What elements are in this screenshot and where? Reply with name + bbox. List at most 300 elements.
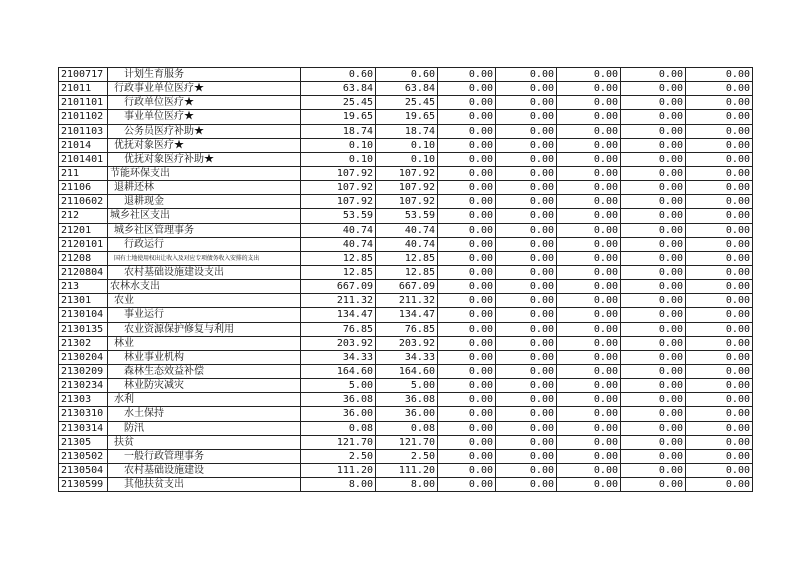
table-row bbox=[59, 138, 753, 152]
amount-cell: 0.00 bbox=[496, 435, 557, 449]
amount-cell: 134.47 bbox=[301, 308, 376, 322]
table-row bbox=[59, 82, 753, 96]
table-row bbox=[59, 336, 753, 350]
amount-cell: 2.50 bbox=[301, 449, 376, 463]
amount-cell: 0.00 bbox=[621, 407, 686, 421]
table-row bbox=[59, 195, 753, 209]
amount-cell: 0.00 bbox=[438, 96, 496, 110]
amount-cell: 34.33 bbox=[376, 350, 438, 364]
table-row bbox=[59, 110, 753, 124]
amount-cell: 0.00 bbox=[686, 393, 753, 407]
amount-cell: 0.00 bbox=[686, 82, 753, 96]
amount-cell: 0.00 bbox=[621, 237, 686, 251]
subject-name-cell: 公务员医疗补助★ bbox=[108, 124, 301, 138]
amount-cell: 0.00 bbox=[621, 478, 686, 492]
amount-cell: 40.74 bbox=[376, 223, 438, 237]
amount-cell: 134.47 bbox=[376, 308, 438, 322]
amount-cell: 164.60 bbox=[301, 364, 376, 378]
amount-cell: 0.00 bbox=[496, 82, 557, 96]
subject-name-cell: 计划生育服务 bbox=[108, 68, 301, 82]
subject-name-cell: 林业防灾减灾 bbox=[108, 379, 301, 393]
amount-cell: 0.00 bbox=[557, 308, 621, 322]
amount-cell: 0.00 bbox=[686, 449, 753, 463]
subject-code-cell: 2101101 bbox=[59, 96, 108, 110]
amount-cell: 0.00 bbox=[686, 308, 753, 322]
amount-cell: 0.10 bbox=[301, 138, 376, 152]
amount-cell: 0.00 bbox=[686, 68, 753, 82]
amount-cell: 0.00 bbox=[557, 68, 621, 82]
amount-cell: 0.00 bbox=[496, 195, 557, 209]
amount-cell: 0.00 bbox=[621, 336, 686, 350]
subject-code-cell: 2130504 bbox=[59, 463, 108, 477]
amount-cell: 0.00 bbox=[557, 251, 621, 265]
amount-cell: 53.59 bbox=[301, 209, 376, 223]
table-row bbox=[59, 322, 753, 336]
amount-cell: 0.00 bbox=[557, 166, 621, 180]
amount-cell: 0.00 bbox=[686, 166, 753, 180]
amount-cell: 121.70 bbox=[301, 435, 376, 449]
amount-cell: 0.00 bbox=[496, 265, 557, 279]
subject-code-cell: 2120101 bbox=[59, 237, 108, 251]
amount-cell: 0.00 bbox=[557, 82, 621, 96]
subject-name-cell: 农村基础设施建设 bbox=[108, 463, 301, 477]
amount-cell: 0.00 bbox=[621, 294, 686, 308]
amount-cell: 19.65 bbox=[376, 110, 438, 124]
amount-cell: 0.00 bbox=[557, 364, 621, 378]
amount-cell: 107.92 bbox=[301, 181, 376, 195]
amount-cell: 0.00 bbox=[496, 421, 557, 435]
amount-cell: 0.00 bbox=[621, 82, 686, 96]
amount-cell: 5.00 bbox=[376, 379, 438, 393]
amount-cell: 0.00 bbox=[496, 209, 557, 223]
table-row bbox=[59, 393, 753, 407]
subject-name-cell: 扶贫 bbox=[108, 435, 301, 449]
subject-code-cell: 21302 bbox=[59, 336, 108, 350]
table-row bbox=[59, 96, 753, 110]
amount-cell: 0.00 bbox=[557, 124, 621, 138]
amount-cell: 0.00 bbox=[686, 421, 753, 435]
table-row bbox=[59, 251, 753, 265]
amount-cell: 0.00 bbox=[557, 421, 621, 435]
amount-cell: 0.00 bbox=[686, 379, 753, 393]
amount-cell: 18.74 bbox=[376, 124, 438, 138]
subject-name-cell: 防汛 bbox=[108, 421, 301, 435]
amount-cell: 0.60 bbox=[301, 68, 376, 82]
amount-cell: 107.92 bbox=[376, 195, 438, 209]
subject-code-cell: 21208 bbox=[59, 251, 108, 265]
amount-cell: 0.00 bbox=[496, 68, 557, 82]
amount-cell: 0.00 bbox=[557, 478, 621, 492]
amount-cell: 0.00 bbox=[438, 82, 496, 96]
amount-cell: 0.00 bbox=[438, 195, 496, 209]
amount-cell: 8.00 bbox=[301, 478, 376, 492]
amount-cell: 0.00 bbox=[496, 181, 557, 195]
amount-cell: 0.00 bbox=[621, 152, 686, 166]
amount-cell: 0.00 bbox=[557, 379, 621, 393]
amount-cell: 0.00 bbox=[557, 449, 621, 463]
amount-cell: 0.00 bbox=[557, 463, 621, 477]
subject-name-cell: 节能环保支出 bbox=[108, 166, 301, 180]
amount-cell: 0.00 bbox=[621, 96, 686, 110]
subject-code-cell: 2130502 bbox=[59, 449, 108, 463]
amount-cell: 111.20 bbox=[376, 463, 438, 477]
amount-cell: 0.00 bbox=[496, 350, 557, 364]
amount-cell: 0.00 bbox=[621, 308, 686, 322]
amount-cell: 0.00 bbox=[686, 435, 753, 449]
subject-name-cell: 退耕现金 bbox=[108, 195, 301, 209]
amount-cell: 36.08 bbox=[376, 393, 438, 407]
amount-cell: 0.00 bbox=[438, 152, 496, 166]
subject-name-cell: 事业运行 bbox=[108, 308, 301, 322]
amount-cell: 0.00 bbox=[496, 393, 557, 407]
subject-name-cell: 事业单位医疗★ bbox=[108, 110, 301, 124]
amount-cell: 0.00 bbox=[686, 110, 753, 124]
amount-cell: 0.00 bbox=[686, 350, 753, 364]
table-row bbox=[59, 421, 753, 435]
amount-cell: 0.00 bbox=[621, 110, 686, 124]
amount-cell: 12.85 bbox=[301, 251, 376, 265]
amount-cell: 0.00 bbox=[496, 138, 557, 152]
amount-cell: 0.00 bbox=[496, 336, 557, 350]
amount-cell: 164.60 bbox=[376, 364, 438, 378]
table-row bbox=[59, 237, 753, 251]
subject-name-cell: 退耕还林 bbox=[108, 181, 301, 195]
amount-cell: 0.00 bbox=[621, 265, 686, 279]
amount-cell: 0.00 bbox=[438, 265, 496, 279]
subject-name-cell: 农村基础设施建设支出 bbox=[108, 265, 301, 279]
subject-code-cell: 21303 bbox=[59, 393, 108, 407]
amount-cell: 667.09 bbox=[376, 280, 438, 294]
subject-name-cell: 一般行政管理事务 bbox=[108, 449, 301, 463]
amount-cell: 0.00 bbox=[496, 166, 557, 180]
amount-cell: 0.00 bbox=[557, 350, 621, 364]
amount-cell: 0.00 bbox=[496, 463, 557, 477]
amount-cell: 0.00 bbox=[557, 435, 621, 449]
amount-cell: 0.00 bbox=[621, 209, 686, 223]
amount-cell: 0.00 bbox=[686, 237, 753, 251]
amount-cell: 0.00 bbox=[496, 294, 557, 308]
table-row bbox=[59, 68, 753, 82]
amount-cell: 0.00 bbox=[557, 407, 621, 421]
amount-cell: 36.00 bbox=[376, 407, 438, 421]
amount-cell: 40.74 bbox=[301, 237, 376, 251]
subject-name-cell: 城乡社区管理事务 bbox=[108, 223, 301, 237]
table-row bbox=[59, 166, 753, 180]
amount-cell: 18.74 bbox=[301, 124, 376, 138]
amount-cell: 2.50 bbox=[376, 449, 438, 463]
subject-code-cell: 211 bbox=[59, 166, 108, 180]
amount-cell: 0.00 bbox=[496, 449, 557, 463]
amount-cell: 0.00 bbox=[438, 294, 496, 308]
amount-cell: 0.00 bbox=[496, 322, 557, 336]
subject-name-cell: 林业事业机构 bbox=[108, 350, 301, 364]
amount-cell: 107.92 bbox=[376, 181, 438, 195]
subject-code-cell: 2130314 bbox=[59, 421, 108, 435]
amount-cell: 0.00 bbox=[557, 280, 621, 294]
subject-code-cell: 21301 bbox=[59, 294, 108, 308]
amount-cell: 0.00 bbox=[438, 209, 496, 223]
amount-cell: 0.00 bbox=[557, 152, 621, 166]
subject-name-cell: 优抚对象医疗补助★ bbox=[108, 152, 301, 166]
amount-cell: 111.20 bbox=[301, 463, 376, 477]
subject-name-cell: 行政单位医疗★ bbox=[108, 96, 301, 110]
amount-cell: 0.00 bbox=[557, 322, 621, 336]
amount-cell: 0.00 bbox=[686, 223, 753, 237]
amount-cell: 0.00 bbox=[686, 322, 753, 336]
amount-cell: 0.00 bbox=[438, 364, 496, 378]
subject-name-cell: 农业 bbox=[108, 294, 301, 308]
amount-cell: 0.00 bbox=[496, 407, 557, 421]
amount-cell: 0.00 bbox=[496, 237, 557, 251]
amount-cell: 0.00 bbox=[686, 364, 753, 378]
subject-name-cell: 农林水支出 bbox=[108, 280, 301, 294]
subject-code-cell: 2130209 bbox=[59, 364, 108, 378]
amount-cell: 0.00 bbox=[686, 478, 753, 492]
table-row bbox=[59, 478, 753, 492]
amount-cell: 0.00 bbox=[496, 110, 557, 124]
amount-cell: 0.00 bbox=[686, 336, 753, 350]
amount-cell: 0.00 bbox=[496, 152, 557, 166]
amount-cell: 12.85 bbox=[301, 265, 376, 279]
amount-cell: 0.00 bbox=[621, 138, 686, 152]
amount-cell: 0.00 bbox=[621, 449, 686, 463]
amount-cell: 25.45 bbox=[301, 96, 376, 110]
amount-cell: 0.00 bbox=[496, 124, 557, 138]
amount-cell: 0.00 bbox=[686, 265, 753, 279]
subject-name-cell: 优抚对象医疗★ bbox=[108, 138, 301, 152]
subject-code-cell: 21011 bbox=[59, 82, 108, 96]
amount-cell: 0.10 bbox=[376, 152, 438, 166]
amount-cell: 0.00 bbox=[686, 463, 753, 477]
amount-cell: 0.10 bbox=[376, 138, 438, 152]
amount-cell: 0.00 bbox=[621, 166, 686, 180]
subject-code-cell: 212 bbox=[59, 209, 108, 223]
amount-cell: 0.00 bbox=[438, 68, 496, 82]
amount-cell: 0.00 bbox=[621, 181, 686, 195]
subject-code-cell: 21106 bbox=[59, 181, 108, 195]
table-row bbox=[59, 265, 753, 279]
amount-cell: 0.00 bbox=[557, 181, 621, 195]
amount-cell: 0.00 bbox=[621, 393, 686, 407]
amount-cell: 36.00 bbox=[301, 407, 376, 421]
amount-cell: 0.00 bbox=[438, 435, 496, 449]
amount-cell: 0.08 bbox=[301, 421, 376, 435]
amount-cell: 0.00 bbox=[621, 280, 686, 294]
amount-cell: 0.00 bbox=[496, 223, 557, 237]
amount-cell: 0.00 bbox=[438, 379, 496, 393]
amount-cell: 0.00 bbox=[557, 237, 621, 251]
table-body bbox=[59, 68, 753, 492]
subject-code-cell: 21014 bbox=[59, 138, 108, 152]
budget-table bbox=[58, 67, 753, 492]
table-row bbox=[59, 308, 753, 322]
subject-code-cell: 21305 bbox=[59, 435, 108, 449]
amount-cell: 0.00 bbox=[686, 195, 753, 209]
amount-cell: 5.00 bbox=[301, 379, 376, 393]
amount-cell: 0.00 bbox=[686, 251, 753, 265]
amount-cell: 667.09 bbox=[301, 280, 376, 294]
amount-cell: 0.00 bbox=[621, 195, 686, 209]
amount-cell: 121.70 bbox=[376, 435, 438, 449]
subject-code-cell: 2130599 bbox=[59, 478, 108, 492]
table-row bbox=[59, 463, 753, 477]
amount-cell: 0.00 bbox=[686, 138, 753, 152]
subject-code-cell: 21201 bbox=[59, 223, 108, 237]
amount-cell: 0.00 bbox=[438, 407, 496, 421]
amount-cell: 0.00 bbox=[438, 393, 496, 407]
amount-cell: 0.00 bbox=[438, 322, 496, 336]
amount-cell: 0.00 bbox=[686, 152, 753, 166]
amount-cell: 34.33 bbox=[301, 350, 376, 364]
amount-cell: 0.00 bbox=[438, 166, 496, 180]
amount-cell: 0.00 bbox=[557, 110, 621, 124]
subject-name-cell: 其他扶贫支出 bbox=[108, 478, 301, 492]
subject-name-cell: 农业资源保护修复与利用 bbox=[108, 322, 301, 336]
amount-cell: 107.92 bbox=[301, 195, 376, 209]
table-row bbox=[59, 435, 753, 449]
amount-cell: 0.00 bbox=[438, 223, 496, 237]
amount-cell: 0.00 bbox=[496, 379, 557, 393]
table-row bbox=[59, 280, 753, 294]
amount-cell: 0.00 bbox=[621, 68, 686, 82]
amount-cell: 53.59 bbox=[376, 209, 438, 223]
amount-cell: 0.00 bbox=[496, 280, 557, 294]
table-row bbox=[59, 449, 753, 463]
subject-name-cell: 林业 bbox=[108, 336, 301, 350]
table-row bbox=[59, 379, 753, 393]
amount-cell: 0.00 bbox=[438, 421, 496, 435]
amount-cell: 0.10 bbox=[301, 152, 376, 166]
amount-cell: 0.00 bbox=[621, 379, 686, 393]
table-row bbox=[59, 294, 753, 308]
amount-cell: 0.00 bbox=[438, 251, 496, 265]
amount-cell: 0.00 bbox=[621, 364, 686, 378]
amount-cell: 0.00 bbox=[557, 195, 621, 209]
amount-cell: 0.00 bbox=[621, 435, 686, 449]
table-row bbox=[59, 407, 753, 421]
amount-cell: 0.00 bbox=[621, 350, 686, 364]
amount-cell: 0.00 bbox=[496, 251, 557, 265]
amount-cell: 0.00 bbox=[438, 449, 496, 463]
subject-code-cell: 2130310 bbox=[59, 407, 108, 421]
amount-cell: 40.74 bbox=[376, 237, 438, 251]
amount-cell: 0.00 bbox=[621, 421, 686, 435]
amount-cell: 0.00 bbox=[496, 96, 557, 110]
amount-cell: 0.00 bbox=[438, 280, 496, 294]
subject-name-cell: 行政事业单位医疗★ bbox=[108, 82, 301, 96]
amount-cell: 0.00 bbox=[686, 124, 753, 138]
amount-cell: 0.00 bbox=[557, 223, 621, 237]
table-row bbox=[59, 209, 753, 223]
amount-cell: 0.00 bbox=[557, 265, 621, 279]
amount-cell: 107.92 bbox=[301, 166, 376, 180]
amount-cell: 0.00 bbox=[438, 124, 496, 138]
subject-code-cell: 2110602 bbox=[59, 195, 108, 209]
amount-cell: 0.00 bbox=[438, 478, 496, 492]
amount-cell: 0.00 bbox=[557, 96, 621, 110]
subject-code-cell: 2100717 bbox=[59, 68, 108, 82]
amount-cell: 0.00 bbox=[686, 209, 753, 223]
amount-cell: 0.00 bbox=[621, 124, 686, 138]
amount-cell: 0.00 bbox=[557, 393, 621, 407]
amount-cell: 8.00 bbox=[376, 478, 438, 492]
amount-cell: 12.85 bbox=[376, 251, 438, 265]
amount-cell: 63.84 bbox=[301, 82, 376, 96]
table-row bbox=[59, 350, 753, 364]
amount-cell: 0.00 bbox=[621, 251, 686, 265]
amount-cell: 0.00 bbox=[686, 96, 753, 110]
table-row bbox=[59, 181, 753, 195]
table-row bbox=[59, 364, 753, 378]
amount-cell: 19.65 bbox=[301, 110, 376, 124]
amount-cell: 0.00 bbox=[686, 181, 753, 195]
amount-cell: 0.00 bbox=[438, 181, 496, 195]
amount-cell: 25.45 bbox=[376, 96, 438, 110]
amount-cell: 211.32 bbox=[301, 294, 376, 308]
subject-name-cell: 国有土地使用权出让收入及对应专项债务收入安排的支出 bbox=[108, 251, 301, 265]
subject-name-cell: 水利 bbox=[108, 393, 301, 407]
table-row bbox=[59, 152, 753, 166]
subject-name-cell: 森林生态效益补偿 bbox=[108, 364, 301, 378]
subject-name-cell: 行政运行 bbox=[108, 237, 301, 251]
amount-cell: 0.00 bbox=[621, 322, 686, 336]
subject-code-cell: 2101102 bbox=[59, 110, 108, 124]
amount-cell: 0.00 bbox=[557, 209, 621, 223]
amount-cell: 0.00 bbox=[686, 407, 753, 421]
amount-cell: 0.00 bbox=[438, 138, 496, 152]
amount-cell: 76.85 bbox=[301, 322, 376, 336]
amount-cell: 0.00 bbox=[686, 294, 753, 308]
amount-cell: 211.32 bbox=[376, 294, 438, 308]
amount-cell: 0.00 bbox=[557, 294, 621, 308]
amount-cell: 0.00 bbox=[496, 308, 557, 322]
subject-code-cell: 2130135 bbox=[59, 322, 108, 336]
subject-code-cell: 2101401 bbox=[59, 152, 108, 166]
amount-cell: 203.92 bbox=[301, 336, 376, 350]
amount-cell: 107.92 bbox=[376, 166, 438, 180]
amount-cell: 12.85 bbox=[376, 265, 438, 279]
amount-cell: 0.00 bbox=[438, 110, 496, 124]
amount-cell: 0.00 bbox=[438, 308, 496, 322]
amount-cell: 0.00 bbox=[438, 237, 496, 251]
subject-code-cell: 213 bbox=[59, 280, 108, 294]
amount-cell: 0.00 bbox=[438, 350, 496, 364]
amount-cell: 36.08 bbox=[301, 393, 376, 407]
amount-cell: 0.00 bbox=[496, 364, 557, 378]
amount-cell: 0.00 bbox=[557, 138, 621, 152]
subject-name-cell: 城乡社区支出 bbox=[108, 209, 301, 223]
amount-cell: 0.00 bbox=[621, 223, 686, 237]
amount-cell: 76.85 bbox=[376, 322, 438, 336]
table-row bbox=[59, 223, 753, 237]
amount-cell: 0.00 bbox=[496, 478, 557, 492]
table-row bbox=[59, 124, 753, 138]
amount-cell: 203.92 bbox=[376, 336, 438, 350]
amount-cell: 0.00 bbox=[621, 463, 686, 477]
subject-code-cell: 2101103 bbox=[59, 124, 108, 138]
subject-code-cell: 2130234 bbox=[59, 379, 108, 393]
amount-cell: 0.08 bbox=[376, 421, 438, 435]
amount-cell: 0.00 bbox=[438, 336, 496, 350]
amount-cell: 40.74 bbox=[301, 223, 376, 237]
subject-code-cell: 2130104 bbox=[59, 308, 108, 322]
subject-code-cell: 2120804 bbox=[59, 265, 108, 279]
amount-cell: 0.00 bbox=[686, 280, 753, 294]
amount-cell: 0.60 bbox=[376, 68, 438, 82]
amount-cell: 0.00 bbox=[438, 463, 496, 477]
amount-cell: 63.84 bbox=[376, 82, 438, 96]
amount-cell: 0.00 bbox=[557, 336, 621, 350]
